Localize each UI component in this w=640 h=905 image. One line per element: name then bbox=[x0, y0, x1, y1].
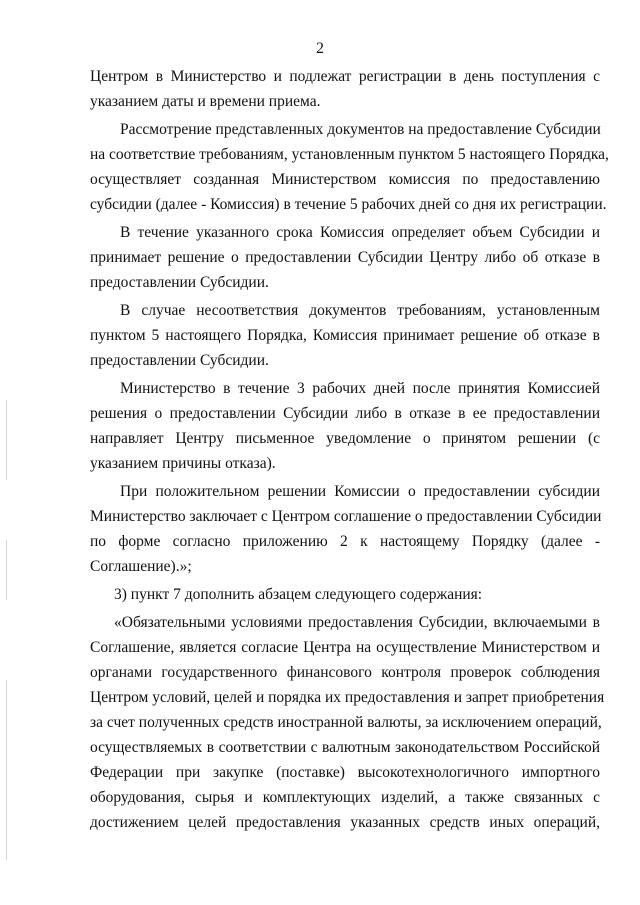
text-line: предоставлении Субсидии. bbox=[90, 274, 269, 291]
text-line: осуществляет созданная Министерством комиссия по предоставлению bbox=[90, 171, 600, 188]
text-line: органами государственного финансового контроля проверок соблюдения bbox=[90, 664, 600, 681]
text-line: Министерство заключает с Центром соглашение о предоставлении Субсидии bbox=[90, 508, 602, 525]
text-line: 3) пункт 7 дополнить абзацем следующего содержания: bbox=[114, 586, 483, 603]
page-number: 2 bbox=[316, 40, 324, 57]
text-line: «Обязательными условиями предоставления Субсидии, включаемыми в bbox=[114, 614, 600, 631]
text-line: по форме согласно приложению 2 к настоящему Порядку (далее - bbox=[90, 533, 600, 550]
text-line: В течение указанного срока Комиссия определяет объем Субсидии и bbox=[120, 224, 600, 241]
text-line: Федерации при закупке (поставке) высокотехнологичного импортного bbox=[90, 764, 600, 781]
scan-edge-mark bbox=[6, 680, 7, 860]
text-line: направляет Центру письменное уведомление о принятом решении (с bbox=[90, 430, 600, 447]
text-line: указанием даты и времени приема. bbox=[90, 93, 321, 110]
text-line: Соглашение).»; bbox=[90, 558, 192, 575]
text-line: на соответствие требованиям, установленным пунктом 5 настоящего Порядка, bbox=[90, 146, 609, 163]
text-line: субсидии (далее - Комиссия) в течение 5 рабочих дней со дня их регистрации. bbox=[90, 196, 607, 213]
text-line: При положительном решении Комиссии о предоставлении субсидии bbox=[120, 483, 600, 500]
text-line: Рассмотрение представленных документов на предоставление Субсидии bbox=[120, 121, 601, 138]
text-line: Центром в Министерство и подлежат регистрации в день поступления с bbox=[90, 68, 600, 85]
text-line: предоставлении Субсидии. bbox=[90, 352, 269, 369]
scan-edge-mark bbox=[6, 540, 7, 600]
scan-edge-mark bbox=[6, 400, 7, 480]
text-line: указанием причины отказа). bbox=[90, 455, 276, 472]
text-line: достижением целей предоставления указанных средств иных операций, bbox=[90, 814, 600, 831]
text-line: принимает решение о предоставлении Субсидии Центру либо об отказе в bbox=[90, 249, 600, 266]
text-line: пунктом 5 настоящего Порядка, Комиссия принимает решение об отказе в bbox=[90, 327, 600, 344]
text-line: Соглашение, является согласие Центра на осуществление Министерством и bbox=[90, 639, 600, 656]
text-line: оборудования, сырья и комплектующих изделий, а также связанных с bbox=[90, 789, 600, 806]
text-line: осуществляемых в соответствии с валютным законодательством Российской bbox=[90, 739, 600, 756]
text-line: решения о предоставлении Субсидии либо в отказе в ее предоставлении bbox=[90, 405, 600, 422]
text-line: за счет полученных средств иностранной валюты, за исключением операций, bbox=[90, 714, 602, 731]
text-line: В случае несоответствия документов требованиям, установленным bbox=[120, 302, 600, 319]
text-line: Центром условий, целей и порядка их предоставления и запрет приобретения bbox=[90, 689, 605, 706]
text-line: Министерство в течение 3 рабочих дней после принятия Комиссией bbox=[120, 380, 600, 397]
